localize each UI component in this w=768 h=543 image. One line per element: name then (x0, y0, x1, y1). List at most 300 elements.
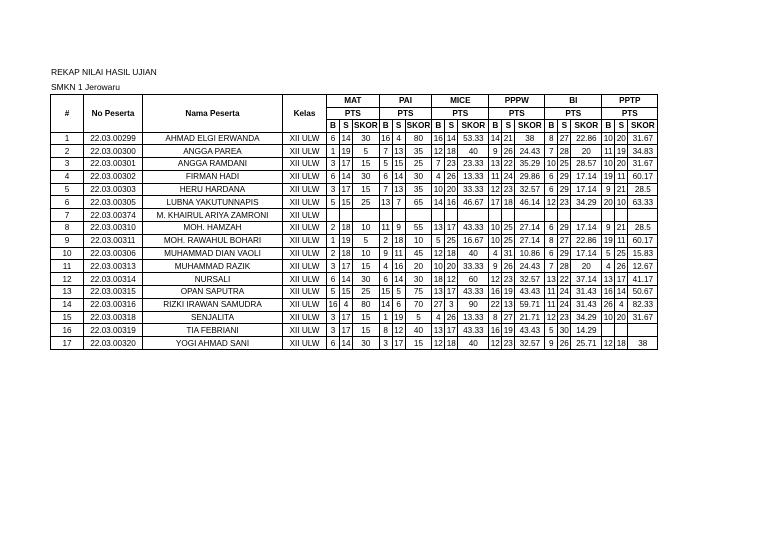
b-cell: 3 (327, 311, 340, 324)
skor-cell: 17.14 (571, 247, 602, 260)
participant-number: 22.03.00320 (84, 337, 143, 350)
skor-cell: 5 (353, 234, 380, 247)
participant-name: YOGI AHMAD SANI (143, 337, 283, 350)
s-cell: 27 (503, 313, 513, 323)
s-cell: 18 (341, 249, 351, 259)
skor-header: SKOR (458, 120, 489, 133)
s-cell: 13 (394, 146, 404, 156)
b-cell: 6 (545, 170, 558, 183)
b-cell: 12 (546, 197, 556, 207)
s-cell (340, 209, 353, 222)
b-cell: 26 (603, 300, 613, 310)
b-cell: 11 (545, 286, 558, 299)
b-cell: 11 (489, 170, 502, 183)
table-row (51, 324, 658, 337)
skor-cell: 10 (405, 234, 432, 247)
row-number: 8 (51, 222, 84, 235)
skor-cell: 31.67 (628, 158, 658, 171)
s-cell: 25 (559, 159, 569, 169)
s-cell: 17 (446, 325, 456, 335)
s-header: S (502, 120, 515, 133)
skor-cell: 63.33 (628, 196, 658, 209)
s-cell: 17 (446, 223, 456, 233)
skor-cell: 30 (405, 170, 432, 183)
s-cell: 26 (503, 261, 513, 271)
skor-cell: 14.29 (571, 324, 602, 337)
s-header: S (445, 120, 458, 133)
s-cell: 26 (503, 146, 513, 156)
table-row (51, 311, 658, 324)
class-cell: XII ULW (283, 260, 327, 273)
skor-cell: 33.33 (458, 260, 489, 273)
skor-cell: 10 (353, 247, 380, 260)
s-cell (615, 324, 628, 337)
s-cell: 17 (341, 159, 351, 169)
s-cell: 29 (559, 223, 569, 233)
b-cell: 4 (379, 260, 392, 273)
class-cell: XII ULW (283, 247, 327, 260)
s-cell: 4 (615, 298, 628, 311)
skor-header: SKOR (628, 120, 658, 133)
table-row (51, 132, 658, 145)
participant-number: 22.03.00313 (84, 260, 143, 273)
b-cell: 3 (379, 337, 392, 350)
s-cell: 15 (394, 159, 404, 169)
skor-cell: 65 (405, 196, 432, 209)
skor-cell: 30 (405, 273, 432, 286)
skor-cell: 30 (353, 273, 380, 286)
class-cell: XII ULW (283, 286, 327, 299)
participant-number: 22.03.00300 (84, 145, 143, 158)
s-cell: 31 (503, 249, 513, 259)
skor-cell (628, 209, 658, 222)
s-cell: 18 (616, 338, 626, 348)
participant-number: 22.03.00302 (84, 170, 143, 183)
table-row (51, 222, 658, 235)
s-cell: 27 (559, 133, 569, 143)
subject-header: MICE (432, 95, 489, 108)
s-cell: 14 (394, 274, 404, 284)
participant-number: 22.03.00306 (84, 247, 143, 260)
table-row (51, 337, 658, 350)
s-cell: 18 (341, 223, 351, 233)
b-cell (327, 209, 340, 222)
b-cell: 9 (489, 145, 502, 158)
b-cell: 7 (379, 183, 392, 196)
skor-cell: 25 (353, 196, 380, 209)
s-cell: 19 (503, 287, 513, 297)
skor-cell: 5 (405, 311, 432, 324)
row-number: 12 (51, 273, 84, 286)
skor-cell: 53.33 (458, 132, 489, 145)
skor-cell: 60 (458, 273, 489, 286)
s-header: S (558, 120, 571, 133)
b-cell: 11 (602, 145, 615, 158)
b-cell: 5 (545, 324, 558, 337)
b-cell: 4 (602, 260, 615, 273)
b-cell: 6 (379, 170, 392, 183)
b-header: B (545, 120, 558, 133)
skor-header: SKOR (406, 121, 431, 131)
b-cell: 13 (546, 274, 556, 284)
s-cell: 15 (341, 287, 351, 297)
table-row (51, 158, 658, 171)
s-cell: 3 (445, 298, 458, 311)
class-cell: XII ULW (283, 311, 327, 324)
b-cell: 6 (545, 183, 558, 196)
b-cell: 10 (603, 159, 613, 169)
b-cell: 19 (603, 172, 613, 182)
b-cell: 10 (490, 236, 500, 246)
s-cell: 25 (503, 223, 513, 233)
b-cell: 12 (433, 146, 443, 156)
skor-cell: 21.71 (515, 311, 545, 324)
b-cell (432, 209, 445, 222)
skor-cell: 22.86 (571, 132, 602, 145)
s-cell: 30 (559, 325, 569, 335)
b-cell: 3 (327, 324, 340, 337)
row-number: 11 (51, 260, 84, 273)
skor-cell: 28.5 (628, 183, 658, 196)
skor-cell: 17.14 (571, 222, 602, 235)
b-cell: 10 (433, 261, 443, 271)
participant-name: LUBNA YAKUTUNNAPIS (143, 196, 283, 209)
skor-cell: 35.29 (515, 158, 545, 171)
s-cell: 29 (559, 172, 569, 182)
b-cell: 10 (490, 223, 500, 233)
skor-cell: 24.43 (515, 260, 545, 273)
skor-cell: 20 (571, 145, 602, 158)
b-cell: 3 (327, 158, 340, 171)
s-cell: 19 (341, 236, 351, 246)
s-cell: 11 (615, 234, 628, 247)
s-cell: 14 (341, 133, 351, 143)
participant-name: TIA FEBRIANI (143, 324, 283, 337)
skor-cell: 13.33 (458, 311, 489, 324)
s-cell: 19 (616, 146, 626, 156)
s-cell: 25 (616, 249, 626, 259)
s-cell: 18 (446, 338, 456, 348)
s-cell: 12 (394, 325, 404, 335)
report-title: REKAP NILAI HASIL UJIAN (51, 67, 157, 77)
s-cell: 9 (392, 222, 405, 235)
s-cell: 20 (616, 133, 626, 143)
s-cell: 21 (503, 133, 513, 143)
s-header: S (392, 120, 405, 133)
table-row (51, 170, 658, 183)
participant-name: ANGGA RAMDANI (143, 158, 283, 171)
table-row (51, 247, 658, 260)
skor-cell: 24.43 (515, 145, 545, 158)
b-cell: 11 (545, 298, 558, 311)
b-cell: 12 (490, 338, 500, 348)
s-cell: 19 (341, 146, 351, 156)
participant-name: MUHAMMAD DIAN VAOLI (143, 247, 283, 260)
b-cell: 11 (379, 222, 392, 235)
participant-name: AHMAD ELGI ERWANDA (143, 132, 283, 145)
skor-cell: 90 (458, 298, 489, 311)
skor-cell: 50.67 (628, 286, 658, 299)
skor-cell: 25 (405, 158, 432, 171)
b-cell: 27 (433, 300, 443, 310)
b-cell: 22 (490, 300, 500, 310)
s-cell (392, 209, 405, 222)
b-cell: 16 (490, 287, 500, 297)
b-cell: 3 (327, 260, 340, 273)
skor-cell: 31.43 (571, 298, 602, 311)
skor-cell: 35 (405, 145, 432, 158)
s-cell (558, 209, 571, 222)
skor-cell: 60.17 (628, 234, 658, 247)
s-cell: 26 (616, 261, 626, 271)
skor-cell: 15 (353, 158, 380, 171)
participant-number: 22.03.00315 (84, 286, 143, 299)
b-cell (602, 209, 615, 222)
b-cell: 9 (602, 222, 615, 235)
b-cell (602, 324, 615, 337)
s-cell: 22 (559, 274, 569, 284)
skor-cell: 43.33 (458, 286, 489, 299)
s-cell: 11 (392, 247, 405, 260)
skor-cell: 40 (405, 324, 432, 337)
participant-number: 22.03.00310 (84, 222, 143, 235)
skor-cell: 31.67 (628, 132, 658, 145)
s-cell: 17 (341, 325, 351, 335)
skor-cell: 16.67 (458, 234, 489, 247)
s-cell: 16 (446, 197, 456, 207)
skor-cell: 15 (353, 324, 380, 337)
s-cell: 14 (394, 172, 404, 182)
participant-number: 22.03.00374 (84, 209, 143, 222)
row-number: 13 (51, 286, 84, 299)
b-cell: 6 (327, 337, 340, 350)
skor-cell: 30 (353, 170, 380, 183)
skor-cell: 32.57 (515, 337, 545, 350)
skor-cell: 38 (628, 337, 658, 350)
b-cell: 4 (489, 247, 502, 260)
skor-cell: 22.86 (571, 234, 602, 247)
b-cell: 14 (490, 133, 500, 143)
subject-header: PPTP (602, 95, 658, 108)
exam-header: PTS (602, 107, 658, 120)
s-cell: 23 (503, 338, 513, 348)
exam-header: PTS (432, 107, 489, 120)
skor-cell: 37.14 (571, 273, 602, 286)
skor-cell: 13.33 (458, 170, 489, 183)
s-cell: 21 (616, 223, 626, 233)
skor-cell: 28.5 (628, 222, 658, 235)
subject-header: BI (545, 95, 602, 108)
class-cell: XII ULW (283, 183, 327, 196)
skor-cell: 15 (353, 260, 380, 273)
participant-name: FIRMAN HADI (143, 170, 283, 183)
b-cell: 13 (433, 325, 443, 335)
skor-cell: 17.14 (571, 183, 602, 196)
b-cell: 7 (432, 158, 445, 171)
skor-cell: 46.14 (515, 196, 545, 209)
b-cell: 12 (490, 274, 500, 284)
s-cell: 20 (446, 261, 456, 271)
skor-cell (353, 209, 380, 222)
s-cell: 17 (341, 185, 351, 195)
skor-cell: 40 (458, 337, 489, 350)
class-cell: XII ULW (283, 234, 327, 247)
s-cell: 5 (392, 286, 405, 299)
b-cell: 12 (603, 338, 613, 348)
school-name: SMKN 1 Jerowaru (51, 82, 120, 92)
skor-cell: 45 (405, 247, 432, 260)
skor-cell: 30 (353, 132, 380, 145)
skor-cell: 80 (353, 298, 380, 311)
row-number: 9 (51, 234, 84, 247)
b-header: B (602, 120, 615, 133)
exam-header: PTS (545, 107, 602, 120)
skor-cell: 55 (405, 222, 432, 235)
skor-cell: 15 (353, 183, 380, 196)
s-cell: 27 (559, 236, 569, 246)
skor-cell: 28.57 (571, 158, 602, 171)
table-row (51, 273, 658, 286)
s-cell: 24 (503, 172, 513, 182)
row-number: 1 (51, 132, 84, 145)
participant-name: OPAN SAPUTRA (143, 286, 283, 299)
skor-cell: 59.71 (515, 298, 545, 311)
participant-name: M. KHAIRUL ARIYA ZAMRONI (143, 209, 283, 222)
participant-number: 22.03.00305 (84, 196, 143, 209)
s-cell: 4 (392, 132, 405, 145)
b-header: B (489, 120, 502, 133)
b-cell: 16 (381, 133, 391, 143)
s-cell: 17 (446, 287, 456, 297)
table-row (51, 196, 658, 209)
b-cell: 20 (603, 197, 613, 207)
class-cell: XII ULW (283, 132, 327, 145)
b-cell: 12 (490, 185, 500, 195)
s-cell: 16 (394, 261, 404, 271)
score-table (50, 94, 658, 350)
b-cell: 9 (489, 260, 502, 273)
skor-cell: 43.33 (458, 222, 489, 235)
s-cell: 14 (616, 287, 626, 297)
s-cell: 20 (616, 313, 626, 323)
b-cell: 2 (327, 247, 340, 260)
s-cell: 29 (559, 249, 569, 259)
header-row-subjects (51, 95, 658, 108)
exam-header: PTS (327, 107, 380, 120)
b-cell: 9 (379, 247, 392, 260)
b-cell: 2 (327, 222, 340, 235)
b-cell: 10 (603, 133, 613, 143)
row-number: 10 (51, 247, 84, 260)
s-cell: 23 (503, 274, 513, 284)
table-row (51, 183, 658, 196)
table-row (51, 234, 658, 247)
skor-cell: 29.86 (515, 170, 545, 183)
row-number: 7 (51, 209, 84, 222)
s-cell: 14 (341, 338, 351, 348)
b-cell: 6 (545, 222, 558, 235)
b-cell: 5 (379, 158, 392, 171)
participant-name: RIZKI IRAWAN SAMUDRA (143, 298, 283, 311)
s-cell: 17 (341, 261, 351, 271)
b-cell: 16 (490, 325, 500, 335)
s-cell: 11 (615, 170, 628, 183)
skor-cell: 25.71 (571, 337, 602, 350)
skor-cell: 34.29 (571, 311, 602, 324)
s-cell: 6 (392, 298, 405, 311)
skor-cell: 10.86 (515, 247, 545, 260)
b-cell: 8 (489, 311, 502, 324)
s-cell: 21 (616, 185, 626, 195)
b-cell: 7 (545, 260, 558, 273)
b-cell: 12 (433, 338, 443, 348)
subject-header: PPPW (489, 95, 545, 108)
skor-cell: 32.57 (515, 183, 545, 196)
s-cell (502, 209, 515, 222)
table-header (51, 95, 658, 133)
s-cell: 23 (446, 159, 456, 169)
b-cell: 13 (490, 159, 500, 169)
s-header: S (615, 120, 628, 133)
class-cell: XII ULW (283, 324, 327, 337)
s-cell: 29 (559, 185, 569, 195)
class-cell: XII ULW (283, 298, 327, 311)
skor-cell: 43.43 (515, 286, 545, 299)
s-cell: 24 (559, 287, 569, 297)
skor-cell: 10 (353, 222, 380, 235)
participant-number: 22.03.00316 (84, 298, 143, 311)
b-cell (489, 209, 502, 222)
b-cell: 8 (545, 234, 558, 247)
b-cell: 4 (432, 311, 445, 324)
exam-header: PTS (379, 107, 432, 120)
skor-cell: 25 (353, 286, 380, 299)
s-cell: 7 (392, 196, 405, 209)
skor-cell (458, 209, 489, 222)
b-header: B (379, 120, 392, 133)
skor-cell (628, 324, 658, 337)
participant-name: HERU HARDANA (143, 183, 283, 196)
skor-header: SKOR (354, 121, 378, 131)
skor-cell: 35 (405, 183, 432, 196)
skor-cell: 15.83 (628, 247, 658, 260)
participant-name: MUHAMMAD RAZIK (143, 260, 283, 273)
b-cell: 3 (327, 183, 340, 196)
b-cell: 19 (603, 236, 613, 246)
class-cell: XII ULW (283, 145, 327, 158)
skor-cell: 31.67 (628, 311, 658, 324)
b-cell: 6 (327, 273, 340, 286)
s-cell: 19 (503, 325, 513, 335)
b-cell: 10 (433, 185, 443, 195)
s-cell: 17 (616, 274, 626, 284)
s-header: S (340, 120, 353, 133)
skor-cell: 34.29 (571, 196, 602, 209)
skor-cell (405, 209, 432, 222)
skor-cell: 17.14 (571, 170, 602, 183)
s-cell: 15 (341, 197, 351, 207)
b-cell: 18 (433, 274, 443, 284)
row-number: 5 (51, 183, 84, 196)
b-header: B (327, 120, 340, 133)
s-cell: 28 (559, 146, 569, 156)
s-cell: 23 (559, 313, 569, 323)
participant-name: MOH. HAMZAH (143, 222, 283, 235)
b-cell: 5 (602, 247, 615, 260)
s-cell: 22 (503, 159, 513, 169)
row-number: 6 (51, 196, 84, 209)
skor-cell: 27.14 (515, 234, 545, 247)
